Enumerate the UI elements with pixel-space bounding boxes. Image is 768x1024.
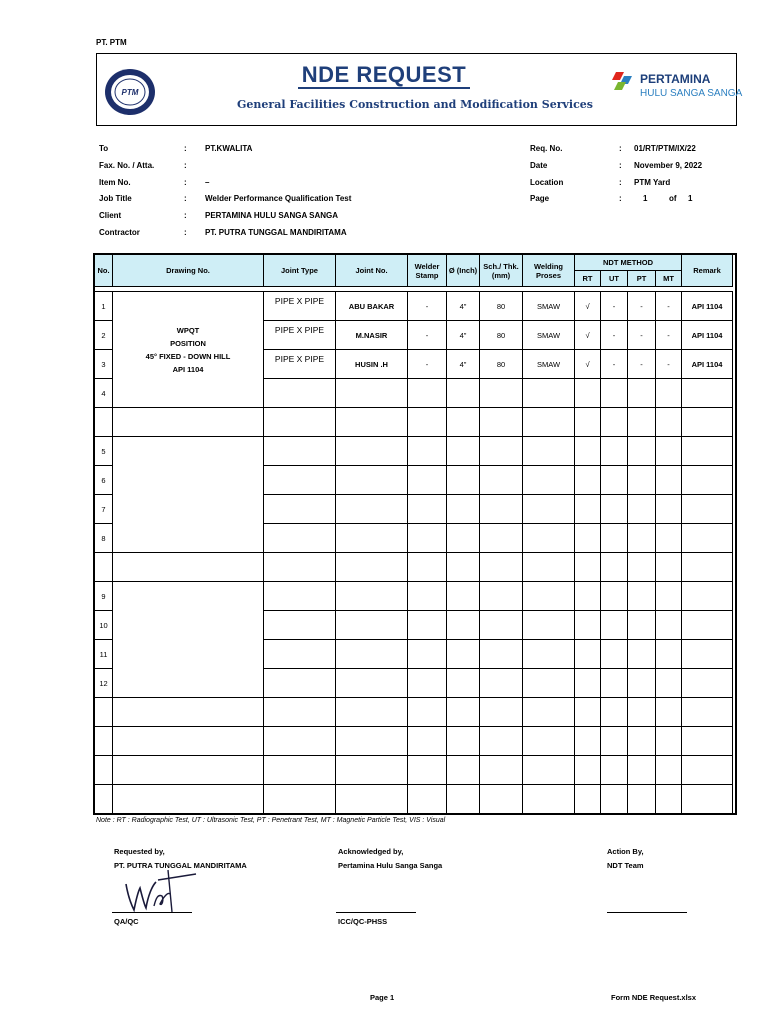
header-ut: UT [601,271,628,287]
welding-proses: SMAW [523,321,575,350]
header-rt: RT [575,271,601,287]
info-colon: : [184,161,187,170]
row-no: 7 [95,495,113,524]
pertamina-logo-icon [610,68,636,94]
drawing-group-1 [113,292,264,408]
header-joint-no: Joint No. [336,255,408,287]
header-joint-type: Joint Type [264,255,336,287]
sch-thk: 80 [480,350,523,379]
header-remark: Remark [682,255,733,287]
info-colon: : [184,194,187,203]
diameter: 4" [447,350,480,379]
info-value-reqno: 01/RT/PTM/IX/22 [634,144,696,153]
joint-type: PIPE X PIPE [264,321,336,350]
info-value-client: PERTAMINA HULU SANGA SANGA [205,211,339,220]
header-diameter: Ø (Inch) [447,255,480,287]
pt-value: - [628,292,656,321]
drawing-group-3 [113,582,264,698]
info-page-of-value: 1 [688,194,693,203]
acknowledged-by-label: Acknowledged by, [338,847,404,856]
info-label-reqno: Req. No. [530,144,563,153]
signature-image [118,866,198,916]
header-sch-thk: Sch./ Thk. (mm) [480,255,523,287]
nde-table [94,254,733,814]
row-no [95,553,113,582]
mt-value: - [656,292,682,321]
header-no: No. [95,255,113,287]
joint-no: HUSIN .H [336,350,408,379]
info-colon: : [619,178,622,187]
info-colon: : [619,161,622,170]
info-label-client: Client [99,211,122,220]
action-by-label: Action By, [607,847,644,856]
header-drawing-no: Drawing No. [113,255,264,287]
drawing-line: 45° FIXED - DOWN HILL [145,351,231,361]
sch-thk: 80 [480,292,523,321]
joint-type: PIPE X PIPE [264,350,336,379]
info-page-of-label: of [669,194,677,203]
info-colon: : [184,178,187,187]
joint-no: M.NASIR [336,321,408,350]
header-pt: PT [628,271,656,287]
info-colon: : [619,144,622,153]
remark: API 1104 [682,321,733,350]
drawing-line: WPQT [176,325,200,335]
header-mt: MT [656,271,682,287]
row-no [95,727,113,756]
info-value-date: November 9, 2022 [634,161,703,170]
diameter: 4" [447,321,480,350]
welding-proses: SMAW [523,292,575,321]
row-no [95,756,113,785]
info-label-contractor: Contractor [99,228,140,237]
action-by-org: NDT Team [607,861,644,870]
row-no: 6 [95,466,113,495]
info-value-location: PTM Yard [634,178,671,187]
row-no: 8 [95,524,113,553]
info-label-to: To [99,144,109,153]
row-no: 2 [95,321,113,350]
page-title-text: NDE REQUEST [298,62,470,89]
pertamina-brand-sub: HULU SANGA SANGA [640,88,743,99]
page-number: Page 1 [370,993,395,1002]
info-label-job: Job Title [99,194,132,203]
rt-value: √ [575,321,601,350]
row-no: 5 [95,437,113,466]
ut-value: - [601,321,628,350]
info-value-page: 1 [643,194,648,203]
footnote: Note : RT : Radiographic Test, UT : Ultrasonic Test, PT : Penetrant Test, MT : Magnetic Particle Test, VIS : Visual [96,817,446,824]
info-colon: : [184,211,187,220]
company-code: PT. PTM [96,38,127,47]
welder-stamp: - [408,292,447,321]
drawing-line: API 1104 [172,364,204,374]
file-name: Form NDE Request.xlsx [611,993,697,1002]
rt-value: √ [575,292,601,321]
info-colon: : [184,144,187,153]
row-no: 11 [95,640,113,669]
requested-by-label: Requested by, [114,847,165,856]
drawing-line: POSITION [170,338,206,348]
remark: API 1104 [682,292,733,321]
info-label-location: Location [530,178,564,187]
row-no: 4 [95,379,113,408]
row-no: 1 [95,292,113,321]
row-no: 9 [95,582,113,611]
info-colon: : [619,194,622,203]
pertamina-brand-name: PERTAMINA [640,72,711,86]
ptm-logo-text: PTM [121,88,139,97]
info-value-contractor: PT. PUTRA TUNGGAL MANDIRITAMA [205,228,347,237]
row-no [95,408,113,437]
welder-stamp: - [408,350,447,379]
remark: API 1104 [682,350,733,379]
info-value-item: – [205,178,210,187]
rt-value: √ [575,350,601,379]
row-no: 3 [95,350,113,379]
diameter: 4" [447,292,480,321]
welder-stamp: - [408,321,447,350]
header-welder-stamp: Welder Stamp [408,255,447,287]
row-no: 10 [95,611,113,640]
page-subtitle: General Facilities Construction and Modification Services [237,98,593,111]
mt-value: - [656,321,682,350]
drawing-group-2 [113,437,264,553]
sch-thk: 80 [480,321,523,350]
info-colon: : [184,228,187,237]
joint-type: PIPE X PIPE [264,292,336,321]
ut-value: - [601,292,628,321]
info-value-job: Welder Performance Qualification Test [205,194,352,203]
info-label-item: Item No. [99,178,131,187]
joint-no: ABU BAKAR [336,292,408,321]
row-no: 12 [95,669,113,698]
pt-value: - [628,350,656,379]
requested-by-role: QA/QC [114,917,139,926]
requested-by-org: PT. PUTRA TUNGGAL MANDIRITAMA [114,861,247,870]
welding-proses: SMAW [523,350,575,379]
pt-value: - [628,321,656,350]
signature-line-acknowledged [336,912,416,913]
ut-value: - [601,350,628,379]
signature-line-action [607,912,687,913]
acknowledged-by-role: ICC/QC-PHSS [338,917,388,926]
info-label-fax: Fax. No. / Atta. [99,161,155,170]
info-label-date: Date [530,161,548,170]
acknowledged-by-org: Pertamina Hulu Sanga Sanga [338,861,443,870]
mt-value: - [656,350,682,379]
info-value-to: PT.KWALITA [205,144,253,153]
info-label-page: Page [530,194,550,203]
row-no [95,785,113,814]
row-no [95,698,113,727]
signature-line-requested [112,912,192,913]
header-ndt-method: NDT METHOD [575,255,682,271]
header-welding-proses: Welding Proses [523,255,575,287]
